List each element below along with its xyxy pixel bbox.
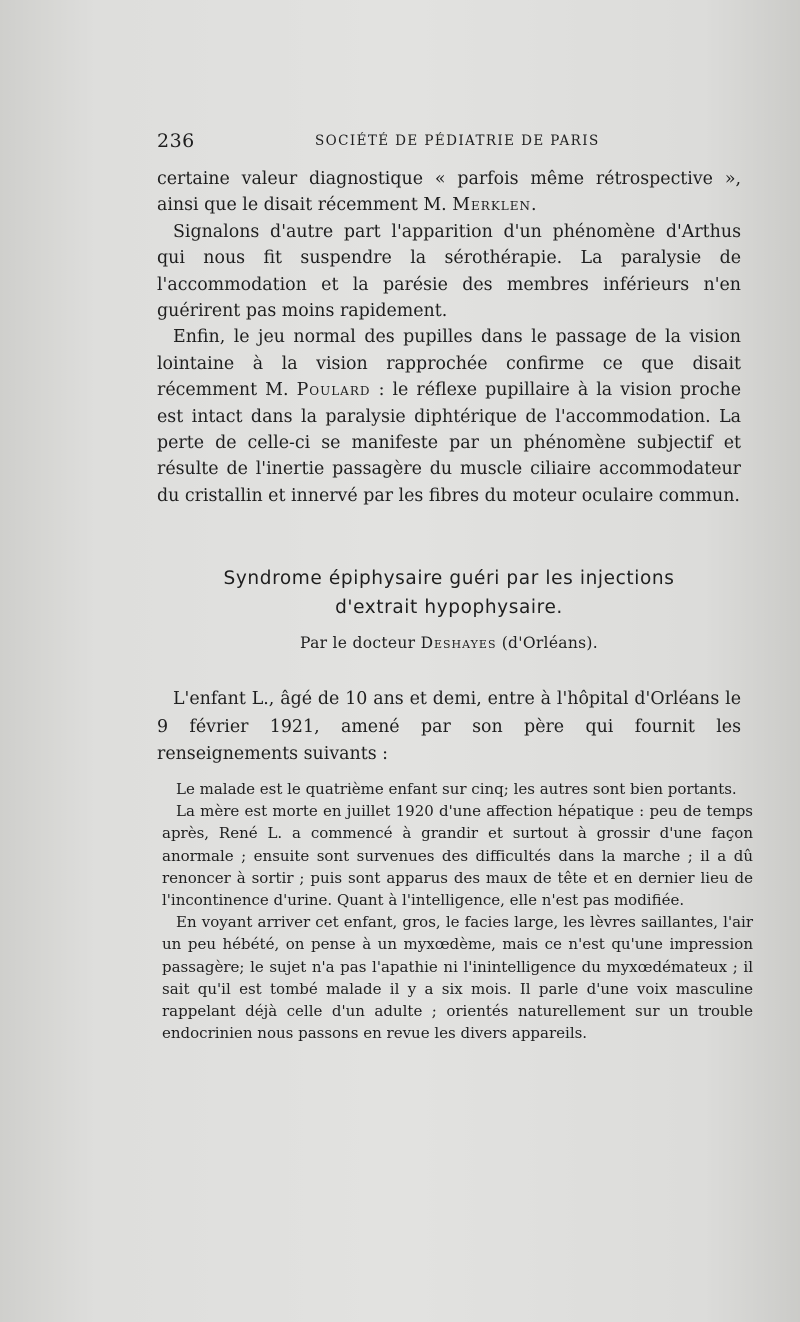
paragraph: La mère est morte en juillet 1920 d'une affection hépatique : peu de temps après, René L. a commencé à grandir et surtout à grossir d'une façon anormale ; ensuite sont survenues des difficultés dans la marche ; il a dû renoncer à sortir ; puis sont apparus des maux de tête et en dernier lieu de l'incontinence d'urine. Quant à l'intelligence, elle n'est pas modifiée. [162, 802, 753, 910]
page-header [157, 130, 757, 152]
previous-article-text [157, 166, 741, 509]
paragraph: En voyant arriver cet enfant, gros, le facies large, les lèvres saillantes, l'air un peu hébété, on pense à un myxœdème, mais ce n'est qu'une impression passagère; le sujet n'a pas l'apathie ni l'inintelligence du myxœdémateux ; il sait qu'il est tombé malade il y a six mois. Il parle d'une voix masculine rappelant déjà celle d'un adulte ; orientés naturellement sur un trouble endocrinien nous passons en revue les divers appareils. [162, 913, 753, 1043]
article-title [157, 564, 741, 622]
case-history [162, 778, 753, 1044]
article-lead [157, 686, 741, 769]
paragraph: L'enfant L., âgé de 10 ans et demi, entre à l'hôpital d'Orléans le 9 février 1921, amené par son père qui fournit les renseignements suivants : [157, 689, 741, 764]
paragraph: certaine valeur diagnostique « parfois même rétrospective », ainsi que le disait récemment M. Merklen. [157, 169, 741, 216]
title-line: Syndrome épiphysaire guéri par les injections [223, 568, 675, 589]
article-byline: Par le docteur Deshayes (d'Orléans). [300, 634, 598, 652]
paragraph: Enfin, le jeu normal des pupilles dans le passage de la vision lointaine à la vision rapprochée confirme ce que disait récemment M. Poulard : le réflexe pupillaire à la vision proche est intact dans la paralysie diphtérique de l'accommodation. La perte de celle-ci se manifeste par un phénomène subjectif et résulte de l'inertie passagère du muscle ciliaire accommodateur du cristallin et innervé par les fibres du moteur oculaire commun. [157, 327, 741, 506]
author-name: Poulard [296, 380, 371, 401]
title-line: d'extrait hypophysaire. [335, 597, 563, 618]
author-name: Merklen [452, 195, 532, 216]
paragraph: Le malade est le quatrième enfant sur cinq; les autres sont bien portants. [176, 780, 737, 798]
paragraph: Signalons d'autre part l'apparition d'un phénomène d'Arthus qui nous fit suspendre la sérothérapie. La paralysie de l'accommodation et la parésie des membres inférieurs n'en guérirent pas moins rapidement. [157, 221, 741, 322]
author-name: Deshayes [420, 634, 497, 652]
page-number: 236 [157, 130, 195, 152]
running-head: SOCIÉTÉ DE PÉDIATRIE DE PARIS [315, 133, 600, 149]
